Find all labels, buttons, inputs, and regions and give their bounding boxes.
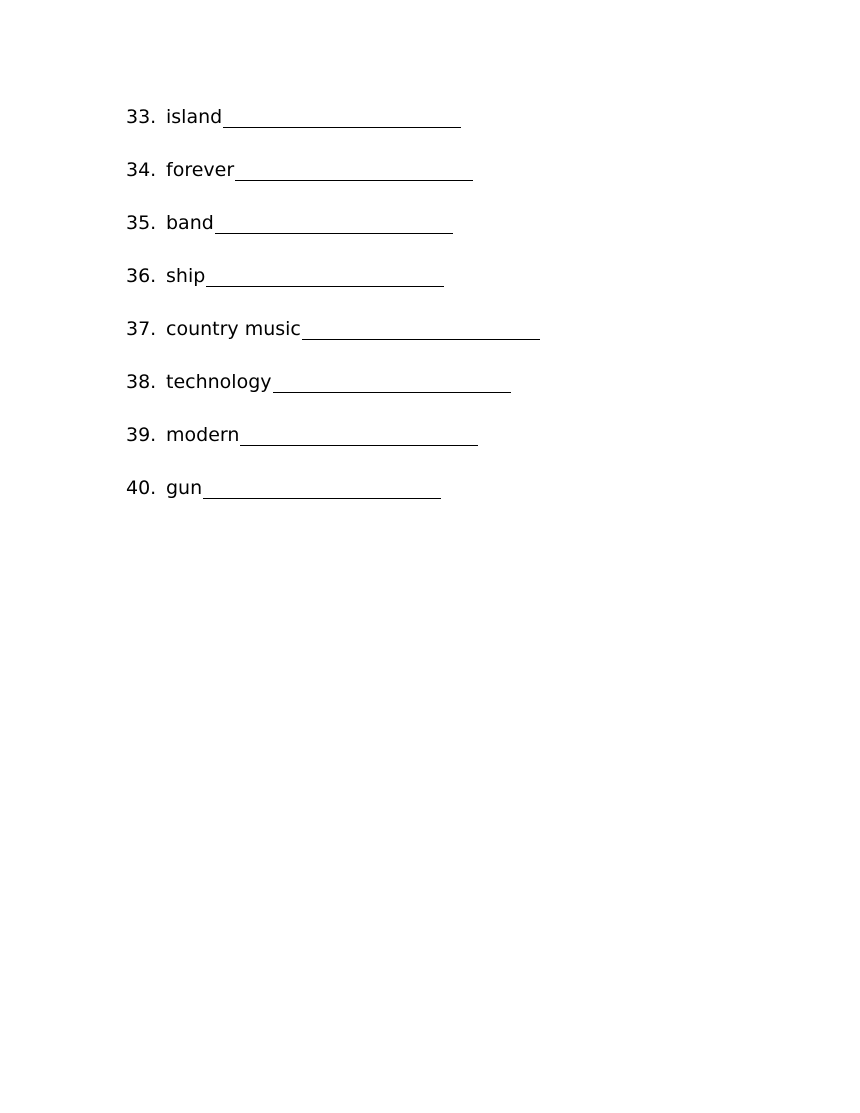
item-word: forever: [166, 159, 235, 181]
answer-blank[interactable]: [302, 315, 540, 340]
list-item: [126, 209, 746, 262]
list-item: [126, 474, 746, 527]
list-item: [126, 368, 746, 421]
list-item: [126, 315, 746, 368]
answer-blank[interactable]: [223, 103, 461, 128]
item-word: gun: [166, 477, 203, 499]
item-number: 40.: [126, 477, 157, 499]
answer-blank[interactable]: [215, 209, 453, 234]
list-item: [126, 103, 746, 156]
item-number: 38.: [126, 371, 157, 393]
item-number: 35.: [126, 212, 157, 234]
item-word: band: [166, 212, 214, 234]
list-item: [126, 262, 746, 315]
item-number: 34.: [126, 159, 157, 181]
item-number: 33.: [126, 106, 157, 128]
item-word: country music: [166, 318, 301, 340]
vocabulary-list: [126, 103, 746, 527]
answer-blank[interactable]: [203, 474, 441, 499]
item-word: technology: [166, 371, 272, 393]
item-number: 39.: [126, 424, 157, 446]
item-word: island: [166, 106, 223, 128]
item-number: 36.: [126, 265, 157, 287]
list-item: [126, 421, 746, 474]
item-number: 37.: [126, 318, 157, 340]
item-word: modern: [166, 424, 240, 446]
list-item: [126, 156, 746, 209]
answer-blank[interactable]: [235, 156, 473, 181]
item-word: ship: [166, 265, 206, 287]
answer-blank[interactable]: [240, 421, 478, 446]
answer-blank[interactable]: [206, 262, 444, 287]
answer-blank[interactable]: [273, 368, 511, 393]
